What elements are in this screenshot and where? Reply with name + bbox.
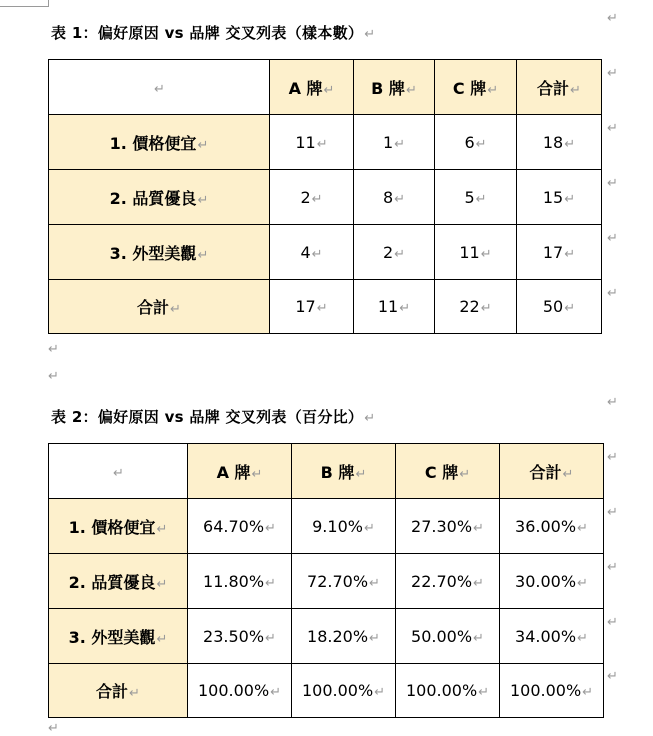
table-total-row (49, 664, 604, 718)
cell-mark-icon: ↵ (156, 576, 168, 592)
table-header-row (49, 60, 602, 115)
cell-mark-icon: ↵ (316, 136, 328, 152)
table-row (49, 609, 604, 664)
table-cell: 18.20%↵ (292, 609, 396, 664)
page-corner-marker (0, 0, 49, 7)
cell-mark-icon: ↵ (355, 466, 367, 482)
table-cell: 72.70%↵ (292, 554, 396, 609)
table-cell: 22↵ (435, 280, 517, 334)
cell-mark-icon: ↵ (473, 575, 484, 591)
table-cell: 1↵ (354, 115, 435, 170)
table1-col-b: B 牌↵ (354, 60, 435, 115)
paragraph-mark-icon: ↵ (364, 411, 376, 426)
cell-mark-icon: ↵ (394, 246, 406, 262)
table2-col-b: B 牌↵ (292, 444, 396, 499)
row-end-mark-icon: ↵ (607, 231, 618, 246)
table2-col-a: A 牌↵ (188, 444, 292, 499)
paragraph-mark-icon: ↵ (607, 11, 618, 26)
cell-mark-icon: ↵ (577, 520, 588, 536)
cell-mark-icon: ↵ (156, 521, 168, 537)
table-cell: 50.00%↵ (396, 609, 500, 664)
cell-mark-icon: ↵ (170, 302, 181, 317)
table-cell: 50↵ (517, 280, 602, 334)
cell-mark-icon: ↵ (582, 685, 594, 700)
cell-mark-icon: ↵ (564, 136, 576, 152)
table2-row-label: 2. 品質優良↵ (49, 554, 188, 609)
table1-col-c: C 牌↵ (435, 60, 517, 115)
cell-mark-icon: ↵ (480, 301, 492, 316)
table2-col-total: 合計↵ (500, 444, 604, 499)
cell-mark-icon: ↵ (265, 520, 276, 536)
cell-mark-icon: ↵ (323, 82, 335, 98)
cell-mark-icon: ↵ (564, 301, 576, 316)
table-cell: 17↵ (270, 280, 354, 334)
paragraph-mark-icon: ↵ (48, 369, 59, 384)
table-cell: 36.00%↵ (500, 499, 604, 554)
table-cell: 15↵ (517, 170, 602, 225)
table-cell: 34.00%↵ (500, 609, 604, 664)
cell-mark-icon: ↵ (480, 246, 492, 262)
row-end-mark-icon: ↵ (607, 450, 618, 465)
table1-row-label: 1. 價格便宜↵ (49, 115, 270, 170)
cell-mark-icon: ↵ (129, 686, 140, 701)
table-row (49, 554, 604, 609)
cell-mark-icon: ↵ (475, 136, 487, 152)
table-cell: 8↵ (354, 170, 435, 225)
row-end-mark-icon: ↵ (607, 176, 618, 191)
table2-row-label: 1. 價格便宜↵ (49, 499, 188, 554)
table-cell: 100.00%↵ (500, 664, 604, 718)
cell-mark-icon: ↵ (311, 246, 323, 262)
table-cell: 100.00%↵ (188, 664, 292, 718)
cell-mark-icon: ↵ (570, 82, 581, 98)
table1 (48, 59, 602, 334)
cell-mark-icon: ↵ (394, 191, 406, 207)
table-cell: 11↵ (354, 280, 435, 334)
row-end-mark-icon: ↵ (607, 121, 618, 136)
cell-mark-icon: ↵ (577, 575, 588, 591)
table-row (49, 170, 602, 225)
cell-mark-icon: ↵ (369, 575, 380, 591)
table-cell: 6↵ (435, 115, 517, 170)
paragraph-mark-icon: ↵ (48, 342, 59, 357)
row-end-mark-icon: ↵ (607, 560, 618, 575)
row-end-mark-icon: ↵ (607, 66, 618, 81)
table1-col-a: A 牌↵ (270, 60, 354, 115)
table-row (49, 499, 604, 554)
cell-mark-icon: ↵ (487, 82, 499, 98)
table2-col-c: C 牌↵ (396, 444, 500, 499)
table-cell: 27.30%↵ (396, 499, 500, 554)
cell-mark-icon: ↵ (265, 630, 276, 646)
row-end-mark-icon: ↵ (607, 669, 618, 684)
cell-mark-icon: ↵ (197, 247, 209, 263)
cell-mark-icon: ↵ (473, 630, 484, 646)
row-end-mark-icon: ↵ (607, 505, 618, 520)
cell-mark-icon: ↵ (197, 137, 209, 153)
table-cell: 64.70%↵ (188, 499, 292, 554)
cell-mark-icon: ↵ (156, 631, 168, 647)
table-cell: 5↵ (435, 170, 517, 225)
table1-row-label: 3. 外型美觀↵ (49, 225, 270, 280)
table-cell: 18↵ (517, 115, 602, 170)
table1-row-label: 合計↵ (49, 280, 270, 334)
table1-row-label: 2. 品質優良↵ (49, 170, 270, 225)
cell-mark-icon: ↵ (577, 630, 588, 646)
table-cell: 100.00%↵ (292, 664, 396, 718)
table1-col-total: 合計↵ (517, 60, 602, 115)
paragraph-mark-icon: ↵ (364, 27, 376, 42)
cell-mark-icon: ↵ (374, 685, 386, 700)
table1-corner-cell (49, 60, 270, 115)
table-cell: 22.70%↵ (396, 554, 500, 609)
cell-mark-icon: ↵ (311, 191, 323, 207)
cell-mark-icon: ↵ (265, 575, 276, 591)
table-cell: 100.00%↵ (396, 664, 500, 718)
table1-caption (51, 22, 375, 43)
table-header-row (49, 444, 604, 499)
table-cell: 30.00%↵ (500, 554, 604, 609)
cell-mark-icon: ↵ (316, 301, 328, 316)
table2-row-label: 合計↵ (49, 664, 188, 718)
cell-mark-icon: ↵ (473, 520, 484, 536)
cell-mark-icon: ↵ (113, 465, 124, 481)
cell-mark-icon: ↵ (405, 82, 417, 98)
cell-mark-icon: ↵ (363, 520, 375, 536)
row-end-mark-icon: ↵ (607, 615, 618, 630)
cell-mark-icon: ↵ (369, 630, 380, 646)
table-cell: 17↵ (517, 225, 602, 280)
table-cell: 2↵ (270, 170, 354, 225)
cell-mark-icon: ↵ (197, 192, 209, 208)
cell-mark-icon: ↵ (475, 191, 487, 207)
table-cell: 4↵ (270, 225, 354, 280)
table2-row-label: 3. 外型美觀↵ (49, 609, 188, 664)
cell-mark-icon: ↵ (478, 685, 490, 700)
cell-mark-icon: ↵ (562, 466, 574, 482)
table-row (49, 225, 602, 280)
table1-caption-text: 表 1：偏好原因 vs 品牌 交叉列表（樣本數） (51, 24, 364, 42)
cell-mark-icon: ↵ (270, 685, 282, 700)
table-cell: 23.50%↵ (188, 609, 292, 664)
cell-mark-icon: ↵ (394, 136, 406, 152)
table-cell: 11.80%↵ (188, 554, 292, 609)
table2-caption (51, 406, 375, 427)
cell-mark-icon: ↵ (399, 301, 411, 316)
cell-mark-icon: ↵ (251, 466, 263, 482)
cell-mark-icon: ↵ (564, 246, 576, 262)
table2 (48, 443, 604, 718)
cell-mark-icon: ↵ (154, 81, 165, 97)
table-total-row (49, 280, 602, 334)
table-cell: 9.10%↵ (292, 499, 396, 554)
table-cell: 11↵ (270, 115, 354, 170)
row-end-mark-icon: ↵ (607, 286, 618, 301)
table2-caption-text: 表 2：偏好原因 vs 品牌 交叉列表（百分比） (51, 408, 364, 426)
cell-mark-icon: ↵ (459, 466, 471, 482)
cell-mark-icon: ↵ (564, 191, 576, 207)
paragraph-mark-icon: ↵ (607, 395, 618, 410)
table-cell: 2↵ (354, 225, 435, 280)
table-cell: 11↵ (435, 225, 517, 280)
table-row (49, 115, 602, 170)
table2-corner-cell (49, 444, 188, 499)
paragraph-mark-icon: ↵ (48, 721, 59, 736)
